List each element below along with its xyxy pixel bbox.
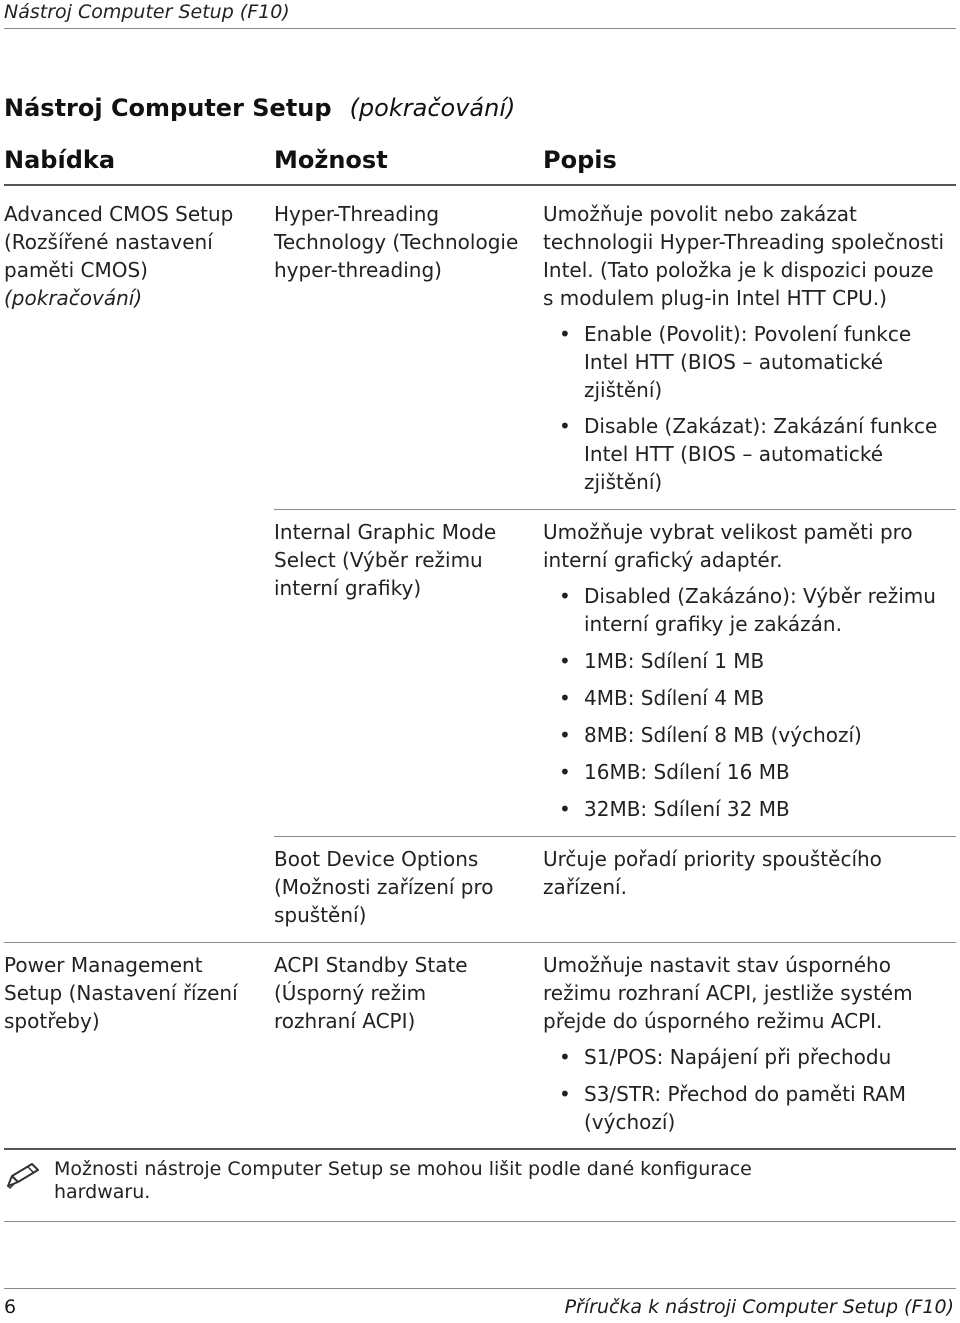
note-divider [4, 1221, 956, 1222]
bullet-line: interní grafiky je zakázán. [584, 612, 842, 636]
row1-option-cell [274, 200, 518, 284]
bullet-line: • 32MB: Sdílení 32 MB [584, 797, 790, 821]
row1-description-line: Umožňuje povolit nebo zakázat [543, 202, 857, 226]
row3-description-line: Určuje pořadí priority spouštěcího [543, 847, 882, 871]
row4-menu-line: Setup (Nastavení řízení [4, 981, 238, 1005]
row2-description-line: interní grafický adaptér. [543, 548, 783, 572]
bullet-line: Intel HTT (BIOS – automatické [584, 350, 884, 374]
row3-option-cell [274, 845, 494, 929]
row1-option-line: Hyper-Threading [274, 202, 440, 226]
row4-option-cell [274, 951, 468, 1035]
row2-option-line: Internal Graphic Mode [274, 520, 497, 544]
row2-option-line: Select (Výběr režimu [274, 548, 483, 572]
row1-option-line: hyper-threading) [274, 258, 442, 282]
bullet-item [543, 1043, 913, 1071]
row4-description-cell [543, 951, 913, 1136]
column-header-option: Možnost [274, 146, 388, 174]
bullet-item [543, 1080, 913, 1136]
footer-book-title: Příručka k nástroji Computer Setup (F10) [564, 1296, 954, 1318]
note-line: hardwaru. [54, 1181, 151, 1203]
row3-option-line: spuštění) [274, 903, 367, 927]
row2-option-cell [274, 518, 496, 602]
column-header-menu: Nabídka [4, 146, 116, 174]
note-line: Možnosti nástroje Computer Setup se mohou lišit podle dané konfigurace [54, 1158, 752, 1180]
table-title-continuation: (pokračování) [349, 94, 516, 122]
row4-option-line: rozhraní ACPI) [274, 1009, 416, 1033]
bullet-line: • Disable (Zakázat): Zakázání funkce [584, 414, 938, 438]
row4-menu-line: spotřeby) [4, 1009, 100, 1033]
table-title [4, 92, 515, 124]
row4-menu-cell [4, 951, 238, 1035]
row1-bullet-list [543, 320, 944, 496]
row1-description-cell [543, 200, 944, 496]
bullet-item [543, 795, 936, 823]
bullet-item [543, 647, 936, 675]
row4-description-line: Umožňuje nastavit stav úsporného [543, 953, 891, 977]
row2-option-line: interní grafiky) [274, 576, 422, 600]
bullet-item [543, 721, 936, 749]
row1-menu-cell [4, 200, 233, 312]
page-number: 6 [4, 1296, 17, 1318]
row1-menu-line: (Rozšířené nastavení [4, 230, 213, 254]
header-divider [4, 28, 956, 29]
row2-description-cell [543, 518, 936, 823]
row2-bullet-list [543, 582, 936, 823]
row4-menu-line: Power Management [4, 953, 203, 977]
bullet-line: • 4MB: Sdílení 4 MB [584, 686, 765, 710]
table-bottom-rule [4, 1148, 956, 1150]
row1-description-line: technologii Hyper-Threading společnosti [543, 230, 945, 254]
bullet-line: zjištění) [584, 378, 663, 402]
row1-description-line: Intel. (Tato položka je k dispozici pouze [543, 258, 934, 282]
row4-option-line: (Úsporný režim [274, 981, 427, 1005]
pencil-icon [4, 1160, 42, 1192]
note-text [54, 1158, 752, 1204]
row4-description-line: režimu rozhraní ACPI, jestliže systém [543, 981, 913, 1005]
bullet-line: • 16MB: Sdílení 16 MB [584, 760, 790, 784]
bullet-line: • 8MB: Sdílení 8 MB (výchozí) [584, 723, 862, 747]
row1-description-line: s modulem plug-in Intel HTT CPU.) [543, 286, 887, 310]
bullet-line: • Enable (Povolit): Povolení funkce [584, 322, 912, 346]
row3-description-line: zařízení. [543, 875, 627, 899]
bullet-item [543, 684, 936, 712]
row1-menu-continuation: (pokračování) [4, 286, 143, 310]
bullet-line: Intel HTT (BIOS – automatické [584, 442, 884, 466]
column-header-description: Popis [543, 146, 617, 174]
row4-option-line: ACPI Standby State [274, 953, 468, 977]
bullet-line: • S3/STR: Přechod do paměti RAM [584, 1082, 907, 1106]
running-header: Nástroj Computer Setup (F10) [4, 1, 290, 23]
bullet-item [543, 320, 944, 404]
bullet-item [543, 412, 944, 496]
column-header-divider [4, 184, 956, 186]
row-divider [274, 836, 956, 837]
bullet-item [543, 758, 936, 786]
bullet-line: • S1/POS: Napájení při přechodu [584, 1045, 892, 1069]
row1-menu-line: paměti CMOS) [4, 258, 148, 282]
row2-description-line: Umožňuje vybrat velikost paměti pro [543, 520, 913, 544]
row3-option-line: Boot Device Options [274, 847, 479, 871]
bullet-item [543, 582, 936, 638]
bullet-line: zjištění) [584, 470, 663, 494]
row-divider [274, 509, 956, 510]
row-divider [4, 942, 956, 943]
table-title-main: Nástroj Computer Setup [4, 94, 332, 122]
row4-bullet-list [543, 1043, 913, 1136]
footer-divider [4, 1288, 956, 1289]
row1-menu-line: Advanced CMOS Setup [4, 202, 234, 226]
row4-description-line: přejde do úsporného režimu ACPI. [543, 1009, 883, 1033]
row3-option-line: (Možnosti zařízení pro [274, 875, 494, 899]
bullet-line: • 1MB: Sdílení 1 MB [584, 649, 765, 673]
bullet-line: • Disabled (Zakázáno): Výběr režimu [584, 584, 936, 608]
row3-description-cell [543, 845, 882, 901]
bullet-line: (výchozí) [584, 1110, 676, 1134]
row1-option-line: Technology (Technologie [274, 230, 519, 254]
